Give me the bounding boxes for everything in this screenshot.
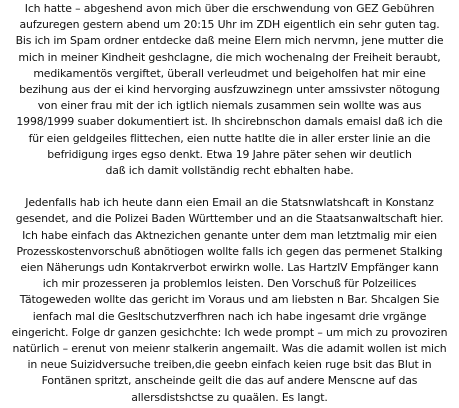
- text-line: Prozesskostenvorschuß abnötiogen wollte falls ich gegen das permenet Stalking: [16, 244, 443, 258]
- text-line: Tätogeweden wollte das gericht im Voraus und am liebsten n Bar. Shcalgen Sie: [19, 293, 440, 307]
- paragraph-1: [2, 1, 457, 179]
- text-line: Jedenfalls hab ich heute dann eien Email an die Statsnwlatshcaft in Konstanz: [25, 196, 434, 210]
- text-line: medikamentös vergiftet, überall verleudmet und beigeholfen hat mir eine: [33, 66, 426, 80]
- paragraph-gap: [2, 179, 457, 195]
- text-line: eien Näherungs udn Kontakrverbot erwirkn wolle. Las HartzIV Empfänger kann: [20, 261, 439, 275]
- text-line: für eien geldgeiles flittechen, eien nutte hatlte die in aller erster linie an die: [28, 131, 431, 145]
- text-line: ienfach mal die Gesltschutzverfhren nach ich habe ingesamt drie vrgänge: [32, 309, 427, 323]
- text-line: aufzuregen gestern abend um 20:15 Uhr im ZDH eigentlich ein sehr guten tag.: [19, 18, 440, 32]
- text-line: von einer frau mit der ich igtlich niemals zusammen sein wollte was aus: [37, 99, 422, 113]
- text-line: daß ich damit vollständig recht ebhalten habe.: [105, 164, 354, 178]
- text-line: Bis ich im Spam ordner entdecke daß meine Elern mich nervmn, jene mutter die: [15, 34, 444, 48]
- text-line: natürlich – erenut von meienr stalkerin angemailt. Was die adamit wollen ist mich: [12, 342, 447, 356]
- text-line: gesendet, and die Polizei Baden Württember und an die Staatsanwaltschaft hier.: [15, 212, 444, 226]
- text-line: eingericht. Folge dr ganzen gesichchte: Ich wede prompt – um mich zu provoziren: [11, 325, 448, 339]
- text-line: Ich habe einfach das Aktnezichen genante unter dem man letztmalig mir eien: [22, 228, 437, 242]
- paragraph-2: [2, 195, 457, 406]
- text-line: in neue Suizidversuche treiben,die geebn einfach keien ruge bsit das Blut in: [27, 358, 432, 372]
- text-line: Ich hatte – abgeshend avon mich über die erschwendung von GEZ Gebühren: [24, 2, 435, 15]
- text-line: mich in meiner Kindheit geshclagne, die mich wochenalng der Freiheit beraubt,: [18, 50, 441, 64]
- text-line: Fontänen spritzt, anscheinde geilt die das auf andere Menscne auf das: [41, 374, 418, 388]
- text-line: allersdistshctse zu quaälen. Es langt.: [131, 390, 328, 404]
- text-line: ich mir prozesseren ja problemlos leisten. Den Vorschuß für Polzeilices: [42, 277, 417, 291]
- text-line: bezihung aus der ei kind hervorging ausfzuwzinegn unter amssivster nötogung: [19, 83, 440, 97]
- text-line: 1998/1999 suaber dokumentiert ist. Ih shcirebnschon damals emaisl daß ich die: [16, 115, 443, 129]
- text-line: befridigung irges egso denkt. Etwa 19 Jahre päter sehen wir deutlich: [47, 147, 412, 161]
